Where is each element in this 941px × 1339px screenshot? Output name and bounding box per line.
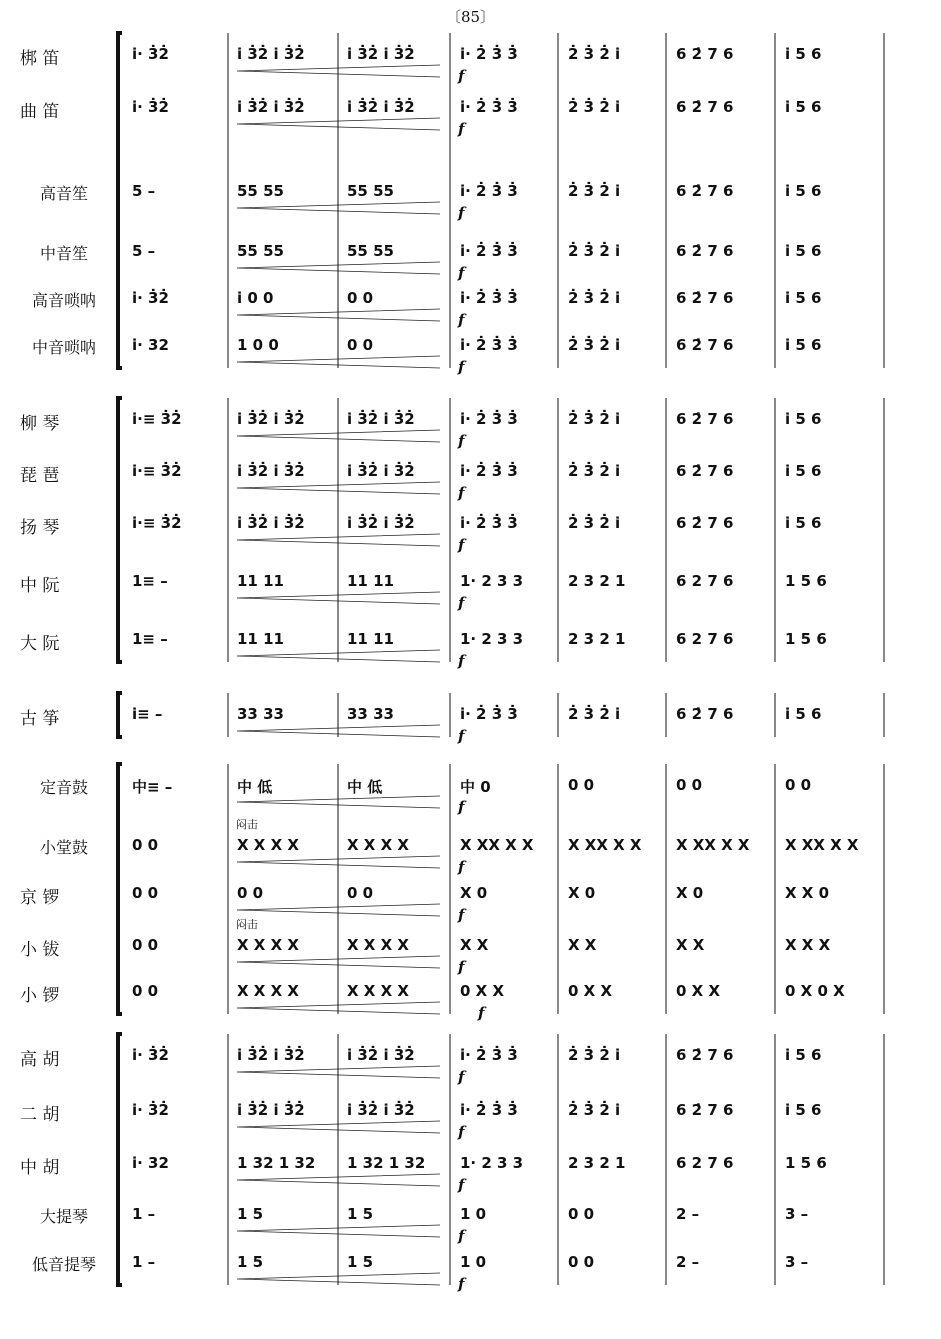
measure-notes: i· 2̇ 3̇ 3̇	[460, 462, 518, 480]
measure-notes: 2̇ 3̇ 2̇ i	[568, 514, 621, 532]
instrument-name: 定音鼓	[39, 778, 88, 797]
measure-notes: i≡ –	[132, 705, 163, 723]
measure-notes: 6 2̇ 7 6	[676, 336, 734, 354]
measure-notes: 11 11	[347, 630, 394, 648]
measure-notes: 6 2̇ 7 6	[676, 242, 734, 260]
measure-notes: i· 3̇2̇	[132, 45, 169, 63]
instrument-name: 高音笙	[39, 184, 88, 203]
measure-notes: i 3̇2̇ i 3̇2̇	[347, 1046, 415, 1064]
measure-notes: X XX X X	[460, 836, 534, 854]
measure-notes: X XX X X	[568, 836, 642, 854]
measure-notes: 3 –	[785, 1253, 809, 1271]
measure-notes: i 3̇2̇ i 3̇2̇	[237, 1101, 305, 1119]
group-bracket	[118, 398, 122, 662]
dynamic-marking: f	[458, 120, 465, 138]
measure-notes: i· 32	[132, 336, 169, 354]
measure-notes: i· 3̇2̇	[132, 1101, 169, 1119]
group-bracket	[118, 693, 122, 737]
measure-notes: X XX X X	[785, 836, 859, 854]
measure-notes: i· 2̇ 3̇ 3̇	[460, 242, 518, 260]
instrument-name: 琵 琶	[20, 466, 60, 486]
instrument-name: 中 阮	[20, 576, 60, 596]
dynamic-marking: f	[478, 1004, 485, 1022]
measure-notes: 6 2̇ 7 6	[676, 410, 734, 428]
measure-notes: 中≡ –	[132, 778, 173, 796]
measure-notes: 6 2̇ 7 6	[676, 462, 734, 480]
measure-notes: 6 2̇ 7 6	[676, 1046, 734, 1064]
measure-notes: i· 2̇ 3̇ 3̇	[460, 336, 518, 354]
instrument-name: 小 钹	[20, 940, 60, 960]
dynamic-marking: f	[458, 432, 465, 450]
measure-notes: 2 3 2 1	[568, 1154, 626, 1172]
measure-notes: 6 2̇ 7 6	[676, 98, 734, 116]
measure-notes: 0 X X	[676, 982, 721, 1000]
group-bracket	[118, 1034, 122, 1285]
group-bracket	[118, 764, 122, 1014]
measure-notes: 2̇ 3̇ 2̇ i	[568, 462, 621, 480]
measure-notes: X X X X	[347, 836, 409, 854]
measure-notes: i· 3̇2̇	[132, 289, 169, 307]
measure-notes: 6 2 7 6	[676, 572, 734, 590]
measure-notes: i 5 6	[785, 462, 822, 480]
measure-notes: i· 2̇ 3̇ 3̇	[460, 1101, 518, 1119]
measure-notes: X X 0	[785, 884, 830, 902]
measure-notes: 6 2̇ 7 6	[676, 45, 734, 63]
measure-notes: i· 2̇ 3̇ 3̇	[460, 45, 518, 63]
measure-notes: 6 2̇ 7 6	[676, 289, 734, 307]
measure-notes: i 5 6	[785, 1101, 822, 1119]
measure-notes: 0 0	[347, 336, 374, 354]
measure-notes: i 3̇2̇ i 3̇2̇	[237, 410, 305, 428]
measure-notes: 2 3 2 1	[568, 572, 626, 590]
dynamic-marking: f	[458, 204, 465, 222]
measure-notes: i 3̇2̇ i 3̇2̇	[237, 45, 305, 63]
measure-notes: X XX X X	[676, 836, 750, 854]
measure-notes: 1 5 6	[785, 630, 827, 648]
measure-notes: 1 5	[347, 1205, 374, 1223]
measure-notes: X X	[676, 936, 705, 954]
dynamic-marking: f	[458, 264, 465, 282]
measure-notes: 6 2̇ 7 6	[676, 182, 734, 200]
measure-notes: 0 0	[568, 776, 595, 794]
measure-notes: i 3̇2̇ i 3̇2̇	[347, 45, 415, 63]
measure-notes: 1 5	[237, 1253, 264, 1271]
measure-notes: 1 5	[237, 1205, 264, 1223]
instrument-name: 梆 笛	[20, 49, 60, 69]
measure-notes: 1≡ –	[132, 630, 168, 648]
measure-notes: i 5 6	[785, 705, 822, 723]
measure-notes: 1 5 6	[785, 1154, 827, 1172]
measure-notes: X X X X	[347, 936, 409, 954]
measure-notes: 11 11	[237, 630, 284, 648]
measure-notes: i·≡ 3̇2̇	[132, 462, 182, 480]
measure-notes: 11 11	[237, 572, 284, 590]
measure-notes: 6 2̇ 7 6	[676, 514, 734, 532]
measure-notes: i 3̇2̇ i 3̇2̇	[237, 1046, 305, 1064]
measure-notes: i· 2̇ 3̇ 3̇	[460, 514, 518, 532]
dynamic-marking: f	[458, 484, 465, 502]
dynamic-marking: f	[458, 652, 465, 670]
measure-notes: X X X X	[237, 982, 299, 1000]
dynamic-marking: f	[458, 536, 465, 554]
measure-notes: i·≡ 3̇2̇	[132, 514, 182, 532]
measure-notes: 55 55	[237, 182, 284, 200]
measure-notes: 2̇ 3̇ 2̇ i	[568, 1046, 621, 1064]
measure-notes: 0 0	[568, 1205, 595, 1223]
dynamic-marking: f	[458, 798, 465, 816]
measure-notes: i 5 6	[785, 514, 822, 532]
instrument-name: 高 胡	[20, 1050, 60, 1070]
measure-notes: 5 –	[132, 182, 156, 200]
measure-notes: X X	[568, 936, 597, 954]
measure-notes: 2̇ 3̇ 2̇ i	[568, 1101, 621, 1119]
measure-notes: i· 2̇ 3̇ 3̇	[460, 410, 518, 428]
measure-notes: i 3̇2̇ i 3̇2̇	[237, 462, 305, 480]
measure-notes: 1 0	[460, 1205, 487, 1223]
dynamic-marking: f	[458, 1227, 465, 1245]
measure-notes: 6 2̇ 7 6	[676, 705, 734, 723]
instrument-name: 京 锣	[20, 888, 60, 908]
dynamic-marking: f	[458, 1176, 465, 1194]
measure-notes: 中 低	[237, 778, 273, 796]
measure-notes: 1· 2 3 3	[460, 572, 524, 590]
measure-notes: i 0 0	[237, 289, 274, 307]
measure-notes: i 5 6	[785, 182, 822, 200]
measure-notes: i 5 6	[785, 98, 822, 116]
measure-notes: i 3̇2̇ i 3̇2̇	[347, 410, 415, 428]
measure-notes: i· 2̇ 3̇ 3̇	[460, 182, 518, 200]
measure-notes: X 0	[568, 884, 596, 902]
measure-notes: i· 32	[132, 1154, 169, 1172]
measure-notes: 0 0	[785, 776, 812, 794]
technique-note: 闷击	[236, 818, 258, 831]
measure-notes: 55 55	[347, 242, 394, 260]
instrument-name: 低音提琴	[31, 1255, 96, 1274]
measure-notes: 1 –	[132, 1253, 156, 1271]
instrument-name: 中音笙	[39, 244, 88, 263]
measure-notes: 33 33	[347, 705, 394, 723]
measure-notes: 1≡ –	[132, 572, 168, 590]
measure-notes: i 3̇2̇ i 3̇2̇	[347, 514, 415, 532]
measure-notes: 6 2̇ 7 6	[676, 1101, 734, 1119]
measure-notes: i· 3̇2̇	[132, 98, 169, 116]
measure-notes: 2̇ 3̇ 2̇ i	[568, 410, 621, 428]
measure-notes: 55 55	[237, 242, 284, 260]
measure-notes: 2̇ 3̇ 2̇ i	[568, 336, 621, 354]
measure-notes: i·≡ 3̇2̇	[132, 410, 182, 428]
measure-notes: i 3̇2̇ i 3̇2̇	[237, 514, 305, 532]
measure-notes: 33 33	[237, 705, 284, 723]
measure-notes: 2 –	[676, 1253, 700, 1271]
measure-notes: 1 5	[347, 1253, 374, 1271]
dynamic-marking: f	[458, 958, 465, 976]
measure-notes: 0 X 0 X	[785, 982, 845, 1000]
measure-notes: i 3̇2̇ i 3̇2̇	[237, 98, 305, 116]
measure-notes: i 3̇2̇ i 3̇2̇	[347, 98, 415, 116]
dynamic-marking: f	[458, 358, 465, 376]
measure-notes: 0 0	[237, 884, 264, 902]
measure-notes: X X X X	[237, 936, 299, 954]
measure-notes: X X X	[785, 936, 831, 954]
measure-notes: i 5 6	[785, 45, 822, 63]
measure-notes: 0 0	[132, 884, 159, 902]
dynamic-marking: f	[458, 311, 465, 329]
measure-notes: i 5 6	[785, 336, 822, 354]
rehearsal-mark: 〔85〕	[445, 8, 496, 26]
measure-notes: i· 2̇ 3̇ 3̇	[460, 705, 518, 723]
measure-notes: i· 2̇ 3̇ 3̇	[460, 1046, 518, 1064]
measure-notes: 0 0	[568, 1253, 595, 1271]
measure-notes: 2 –	[676, 1205, 700, 1223]
measure-notes: 6 2 7 6	[676, 630, 734, 648]
instrument-name: 中音唢呐	[31, 338, 96, 357]
measure-notes: 0 0	[347, 884, 374, 902]
instrument-name: 小 锣	[20, 986, 60, 1006]
measure-notes: 11 11	[347, 572, 394, 590]
measure-notes: 2̇ 3̇ 2̇ i	[568, 242, 621, 260]
measure-notes: X X X X	[237, 836, 299, 854]
instrument-name: 大 阮	[20, 634, 60, 654]
dynamic-marking: f	[458, 594, 465, 612]
measure-notes: i 5 6	[785, 1046, 822, 1064]
measure-notes: 1· 2 3 3	[460, 630, 524, 648]
measure-notes: 6 2 7 6	[676, 1154, 734, 1172]
measure-notes: X X	[460, 936, 489, 954]
instrument-name: 扬 琴	[20, 518, 60, 538]
measure-notes: 1 5 6	[785, 572, 827, 590]
dynamic-marking: f	[458, 67, 465, 85]
instrument-name: 古 筝	[20, 709, 60, 729]
measure-notes: i 3̇2̇ i 3̇2̇	[347, 462, 415, 480]
measure-notes: 中 0	[460, 778, 491, 796]
measure-notes: 2̇ 3̇ 2̇ i	[568, 289, 621, 307]
dynamic-marking: f	[458, 1275, 465, 1293]
measure-notes: i· 2̇ 3̇ 3̇	[460, 289, 518, 307]
measure-notes: i· 2̇ 3̇ 3̇	[460, 98, 518, 116]
measure-notes: 中 低	[347, 778, 383, 796]
measure-notes: 1 0 0	[237, 336, 279, 354]
measure-notes: 0 0	[132, 936, 159, 954]
instrument-name: 大提琴	[39, 1207, 88, 1226]
measure-notes: 1 0	[460, 1253, 487, 1271]
instrument-name: 小堂鼓	[39, 838, 88, 857]
measure-notes: X 0	[460, 884, 488, 902]
dynamic-marking: f	[458, 906, 465, 924]
measure-notes: i· 3̇2̇	[132, 1046, 169, 1064]
measure-notes: 0 0	[132, 836, 159, 854]
measure-notes: 1 –	[132, 1205, 156, 1223]
dynamic-marking: f	[458, 858, 465, 876]
measure-notes: i 5 6	[785, 289, 822, 307]
measure-notes: 0 0	[347, 289, 374, 307]
measure-notes: 1 32 1 32	[347, 1154, 426, 1172]
measure-notes: 0 X X	[568, 982, 613, 1000]
instrument-name: 柳 琴	[20, 414, 60, 434]
measure-notes: 1 32 1 32	[237, 1154, 316, 1172]
technique-note: 闷击	[236, 918, 258, 931]
measure-notes: X 0	[676, 884, 704, 902]
measure-notes: 2̇ 3̇ 2̇ i	[568, 45, 621, 63]
measure-notes: 2̇ 3̇ 2̇ i	[568, 182, 621, 200]
measure-notes: 2 3 2 1	[568, 630, 626, 648]
dynamic-marking: f	[458, 1123, 465, 1141]
measure-notes: i 5 6	[785, 410, 822, 428]
measure-notes: 0 0	[132, 982, 159, 1000]
measure-notes: 0 X X	[460, 982, 505, 1000]
measure-notes: 2̇ 3̇ 2̇ i	[568, 705, 621, 723]
instrument-name: 二 胡	[20, 1105, 60, 1125]
instrument-name: 曲 笛	[20, 102, 60, 122]
measure-notes: 5 –	[132, 242, 156, 260]
measure-notes: 0 0	[676, 776, 703, 794]
instrument-name: 中 胡	[20, 1158, 60, 1178]
dynamic-marking: f	[458, 727, 465, 745]
dynamic-marking: f	[458, 1068, 465, 1086]
group-bracket	[118, 33, 122, 368]
measure-notes: X X X X	[347, 982, 409, 1000]
measure-notes: 1· 2 3 3	[460, 1154, 524, 1172]
instrument-name: 高音唢呐	[31, 291, 96, 310]
measure-notes: 2̇ 3̇ 2̇ i	[568, 98, 621, 116]
measure-notes: 55 55	[347, 182, 394, 200]
measure-notes: i 5 6	[785, 242, 822, 260]
measure-notes: 3 –	[785, 1205, 809, 1223]
measure-notes: i 3̇2̇ i 3̇2̇	[347, 1101, 415, 1119]
